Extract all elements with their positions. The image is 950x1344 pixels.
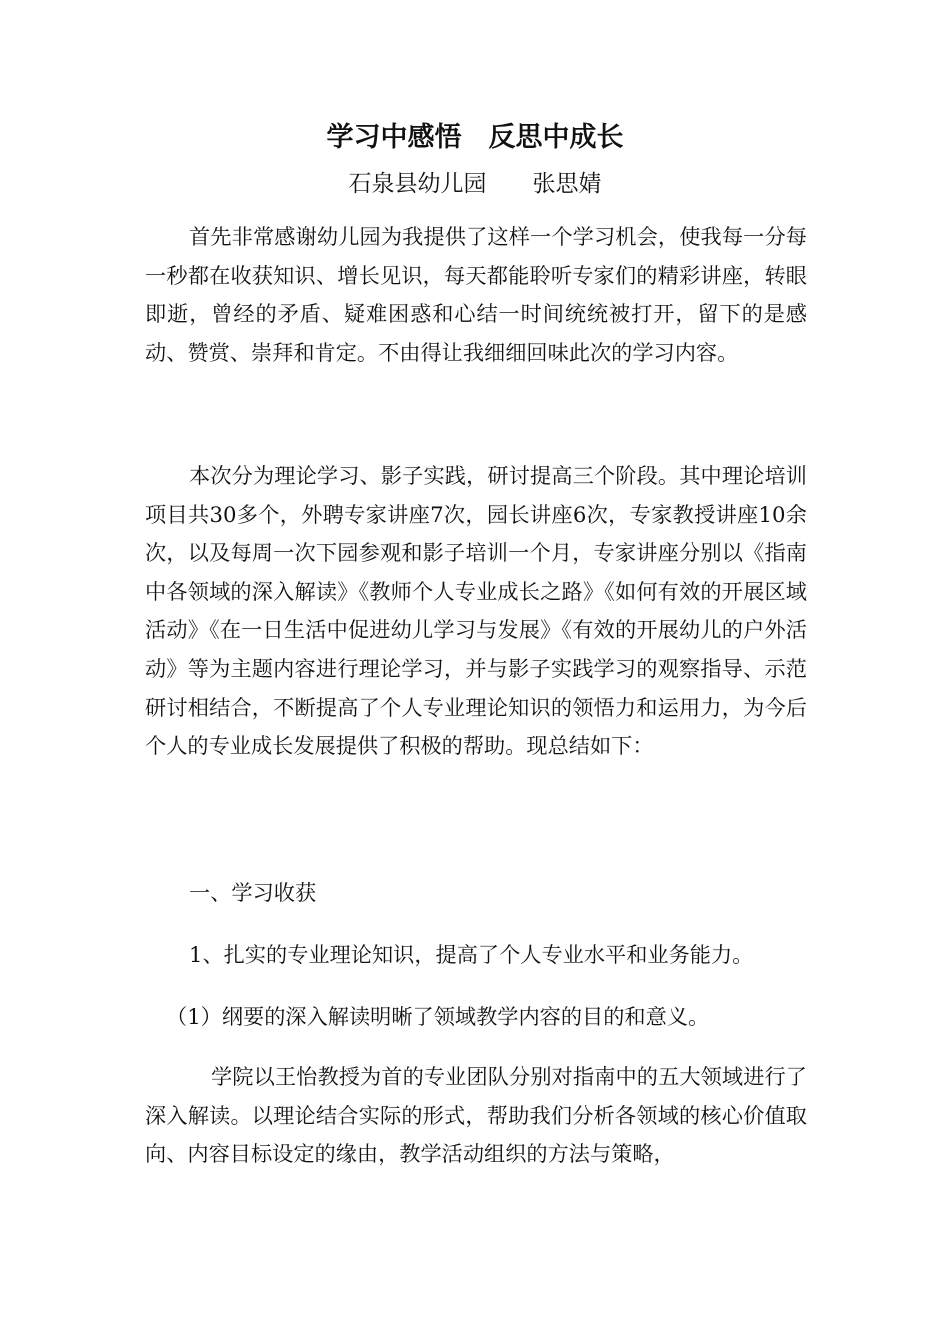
body-paragraph: 学院以王怡教授为首的专业团队分别对指南中的五大领域进行了深入解读。以理论结合实际的形式，帮助我们分析各领域的核心价值取向、内容目标设定的缘由，教学活动组织的方法与策略， bbox=[145, 1064, 807, 1167]
intro-paragraph: 首先非常感谢幼儿园为我提供了这样一个学习机会，使我每一分每一秒都在收获知识、增长见识，每天都能聆听专家们的精彩讲座，转眼即逝，曾经的矛盾、疑难困惑和心结一时间统统被打开，留下的是感动、赞赏、崇拜和肯定。不由得让我细细回味此次的学习内容。 bbox=[145, 224, 807, 365]
sub-subsection-heading: （1）纲要的深入解读明晰了领域教学内容的目的和意义。 bbox=[166, 1004, 710, 1029]
author-byline: 石泉县幼儿园 张思婧 bbox=[348, 171, 602, 197]
overview-paragraph: 本次分为理论学习、影子实践，研讨提高三个阶段。其中理论培训项目共30多个，外聘专家讲座7次，园长讲座6次，专家教授讲座10余次，以及每周一次下园参观和影子培训一个月，专家讲座分别以《指南中各领域的深入解读》《教师个人专业成长之路》《如何有效的开展区域活动》《在一日生活中促进幼儿学习与发展》《有效的开展幼儿的户外活动》等为主题内容进行理论学习，并与影子实践学习的观察指导、示范研讨相结合，不断提高了个人专业理论知识的领悟力和运用力，为今后个人的专业成长发展提供了积极的帮助。现总结如下： bbox=[145, 463, 807, 759]
subsection-heading: 1、扎实的专业理论知识，提高了个人专业水平和业务能力。 bbox=[189, 942, 754, 967]
section-heading: 一、学习收获 bbox=[189, 880, 317, 905]
document-title: 学习中感悟 反思中成长 bbox=[326, 122, 624, 153]
